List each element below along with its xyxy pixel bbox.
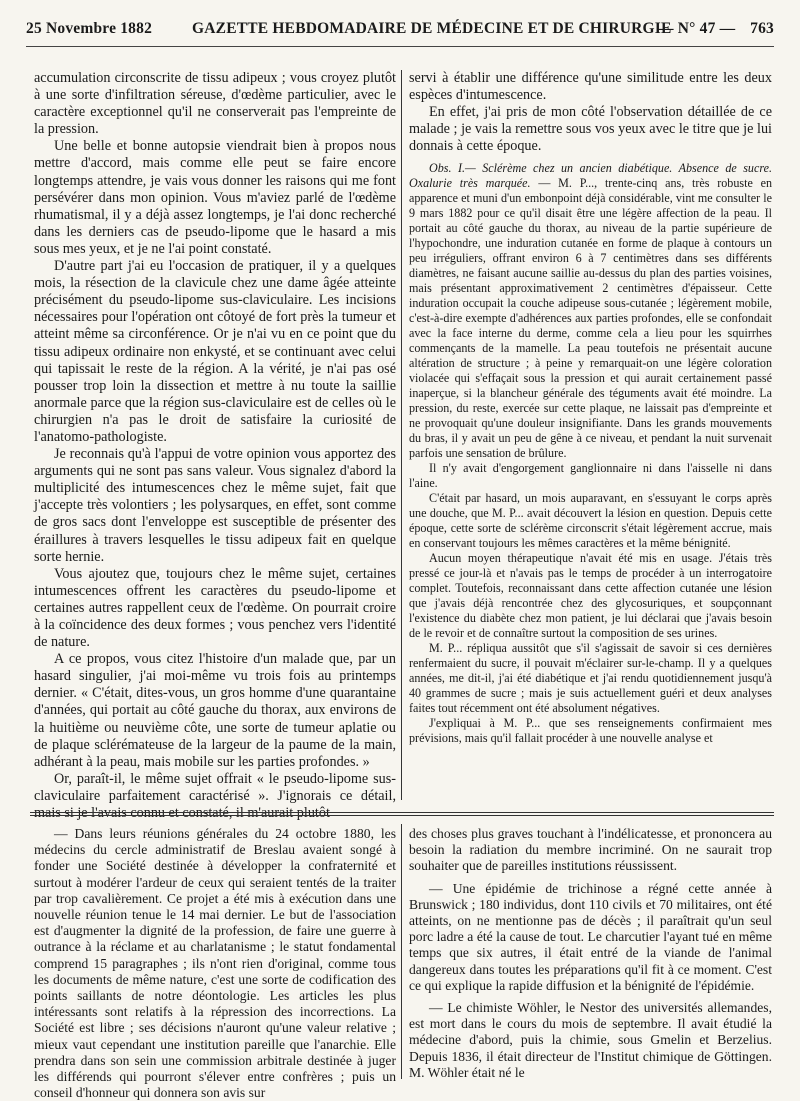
header-journal-title: GAZETTE HEBDOMADAIRE DE MÉDECINE ET DE CHIRURGIE xyxy=(192,20,672,37)
header-page-number: 763 xyxy=(750,20,774,37)
paragraph: accumulation circonscrite de tissu adipeux ; vous croyez plutôt à une sorte d'infiltration séreuse, d'œdème particulier, avec le caractère exceptionnel qu'il ne conserverait pas l'empreinte de la pression. xyxy=(34,70,396,138)
news-item: des choses plus graves touchant à l'indélicatesse, et prononcera au besoin la radiation du membre incriminé. On ne saurait trop souhaiter que de pareilles institutions réussissent. xyxy=(409,826,772,874)
observation-block xyxy=(409,161,772,746)
news-left-column xyxy=(34,826,396,1101)
header-rule xyxy=(26,46,774,47)
header-date: 25 Novembre 1882 xyxy=(26,20,153,37)
column-divider xyxy=(401,70,402,800)
paragraph: Or, paraît-il, le même sujet offrait « le pseudo-lipome sus-claviculaire parfaitement caractérisé ». J'ignorais ce détail, mais si je l'avais connu et constaté, il m'aurait plutôt xyxy=(34,770,396,822)
paragraph: Il n'y avait d'engorgement ganglionnaire ni dans l'aisselle ni dans l'aine. xyxy=(409,461,772,491)
paragraph: En effet, j'ai pris de mon côté l'observation détaillée de ce malade ; je vais la remettre sous vos yeux avec le titre que je lui donnais à cette époque. xyxy=(409,104,772,155)
paragraph: J'expliquai à M. P... que ses renseignements confirmaient mes prévisions, mais qu'il fallait procéder à une nouvelle analyse et xyxy=(409,716,772,746)
top-left-column xyxy=(34,70,396,822)
top-right-column xyxy=(409,70,772,800)
paragraph: A ce propos, vous citez l'histoire d'un malade que, par un hasard singulier, j'ai moi-même vu trois fois au printemps dernier. « C'était, dites-vous, un gros homme d'une quarantaine d'années, qui portait au côté gauche du thorax, aux environs de la huitième ou neuvième côte, une sorte de tumeur aplatie ou de plaque sclérémateuse de la largeur de la paume de la main, adhérant à la peau, mais mobile sur les parties profondes. » xyxy=(34,651,396,770)
header-issue-number: — N° 47 — xyxy=(658,20,736,37)
page-header xyxy=(26,20,774,42)
paragraph: M. P... répliqua aussitôt que s'il s'agissait de savoir si ces dernières renfermaient du sucre, il pouvait m'éclairer sur-le-champ. Il y a quelques années, me dit-il, j'ai été diabétique et j'ai rendu quotidiennement jusqu'à 40 grammes de sucre ; mais je suis actuellement guéri et deux analyses faites tout récemment ont été absolument négatives. xyxy=(409,641,772,716)
paragraph: Je reconnais qu'à l'appui de votre opinion vous apportez des arguments qui ne sont pas sans valeur. Vous signalez d'abord la multiplicité des intumescences chez le même sujet, fait que j'accepte très volontiers ; les polysarques, en effet, sont comme de gros sacs dont l'enveloppe est susceptible de présenter des éraillures à travers lesquelles le tissu adipeux fait en quelque sorte hernie. xyxy=(34,446,396,565)
news-item: — Dans leurs réunions générales du 24 octobre 1880, les médecins du cercle administratif de Breslau avaient songé à fonder une Société destinée à développer la confraternité et surtout à modérer l'ardeur de ceux qui seraient tentés de la traiter par trop cavalièrement. Ce projet a été mis à exécution dans une nouvelle réunion tenue le 14 mai dernier. Le but de l'association est d'augmenter la dignité de la profession, de faire une guerre à outrance à la réclame et au charlatanisme ; le statut fondamental comprend 15 paragraphes ; ils n'ont rien d'original, comme tous les documents de même nature, c'est une sorte de codification des points saillants de notre déontologie. Les articles les plus intéressants sont relatifs à la répression des incorrections. La Société est libre ; ses décisions n'auront qu'une valeur relative ; mieux vaut cependant une institution pareille que l'anarchie. Elle prendra dans son sein une commission arbitrale destinée à juger les différends qui pourront s'élever entre confrères ; puis un conseil d'honneur qui donnera son avis sur xyxy=(34,826,396,1101)
news-right-column xyxy=(409,826,772,1080)
paragraph: Aucun moyen thérapeutique n'avait été mis en usage. J'étais très pressé ce jour-là et n'avais pas le temps de procéder à un interrogatoire complet. Toutefois, reconnaissant dans cette affection cutanée une lésion que j'avais déjà rencontrée chez des glycosuriques, et soupçonnant l'existence du diabète chez mon patient, je lui déclarai que j'avais besoin de le revoir et de connaître surtout la composition de ses urines. xyxy=(409,551,772,641)
observation-body: — M. P..., trente-cinq ans, très robuste en apparence et muni d'un embonpoint déjà considérable, vint me consulter le 9 mars 1882 pour ce qu'il disait être une légère affection de la peau. Il portait au côté gauche du thorax, au niveau de la partie supérieure de l'hypochondre, une induration cutanée en forme de plaque à contours un peu irréguliers, offrant environ 6 à 7 centimètres dans ses différents diamètres, ne faisant aucune saillie au-dessus du plan des parties voisines, mais présentant approximativement 2 centimètres d'épaisseur. Cette induration occupait la couche adipeuse sous-cutanée ; légèrement mobile, c'est-à-dire exempte d'adhérences aux parties profondes, elle se confondait avec la face interne du derme, comme cela a lieu pour les squirrhes commençants de la mamelle. La peau toutefois ne présentait aucune altération de structure ; à peine y remarquait-on une légère coloration violacée qui s'effaçait sous la pression et qui aurait certainement passé inaperçue, si la blancheur générale des téguments avait été moindre. La pression, du reste, exercée sur cette plaque, ne laissait pas d'empreinte et ne provoquait qu'une douleur insignifiante. Dans les grands mouvements du bras, il y avait un peu de gêne à ce niveau, et pendant la nuit survenait parfois une sensation de brûlure. xyxy=(409,176,772,461)
paragraph: C'était par hasard, un mois auparavant, en s'essuyant le corps après une douche, que M. P... avait découvert la lésion en question. Depuis cette époque, cette sorte de sclérème circonscrit s'était légèrement accrue, mais en conservant toujours les mêmes caractères et la même bénignité. xyxy=(409,491,772,551)
paragraph: Vous ajoutez que, toujours chez le même sujet, certaines intumescences offrent les caractères du pseudo-lipome et certaines autres rappellent ceux de l'œdème. On pourrait croire à la coïncidence des deux formes ; vous penchez vers l'identité de nature. xyxy=(34,565,396,651)
section-divider xyxy=(30,815,774,816)
observation-paragraph xyxy=(409,161,772,461)
paragraph: D'autre part j'ai eu l'occasion de pratiquer, il y a quelques mois, la résection de la clavicule chez une dame âgée atteinte précisément du pseudo-lipome sus-claviculaire. Les incisions nécessaires pour l'opération ont côtoyé de fort près la tumeur et atteint même sa circonférence. Or je n'ai vu en ce point que du tissu adipeux ordinaire non enkysté, et se continuant avec celui qui tapissait le reste de la région. A la vérité, je n'ai pas osé pousser trop loin la dissection et mettre à nu toute la saillie anormale parce que la région sus-claviculaire est de celles où le chirurgien n'a pas le droit de satisfaire la curiosité de l'anatomo-pathologiste. xyxy=(34,258,396,445)
section-divider xyxy=(30,812,774,813)
paragraph: servi à établir une différence qu'une similitude entre les deux espèces d'intumescence. xyxy=(409,70,772,104)
news-item: — Le chimiste Wöhler, le Nestor des universités allemandes, est mort dans le cours du mois de septembre. Il avait étudié la médecine d'abord, puis la chimie, sous Gmelin et Berzelius. Depuis 1836, il était directeur de l'Institut chimique de Göttingen. M. Wöhler était né le xyxy=(409,1000,772,1080)
news-item: — Une épidémie de trichinose a régné cette année à Brunswick ; 180 individus, dont 110 civils et 70 militaires, ont été atteints, on ne mentionne pas de décès ; il paraîtrait qu'un seul porc ladre a été la cause de tout. Le charcutier l'ayant tué en même temps que six autres, il était entré de la viande de l'animal dangereux dans toutes les préparations qu'il fit à ce moment. C'est ce qui explique la rapide diffusion et la bénignité de l'épidémie. xyxy=(409,880,772,993)
paragraph: Une belle et bonne autopsie viendrait bien à propos nous mettre d'accord, mais comme elle peut se faire encore longtemps attendre, je vais vous donner les raisons qui me font persévérer dans mon opinion. Vous m'aviez parlé de l'œdème rhumatismal, il y a déjà assez longtemps, je l'ai donc recherché dans les derniers cas de pseudo-lipome que le hasard a mis sous mes yeux, et je ne l'ai point constaté. xyxy=(34,138,396,257)
observation-title: Obs. I.— Sclérème chez un ancien diabétique. Absence de sucre. Oxalurie très marquée. xyxy=(409,161,772,191)
column-divider xyxy=(401,824,402,1079)
